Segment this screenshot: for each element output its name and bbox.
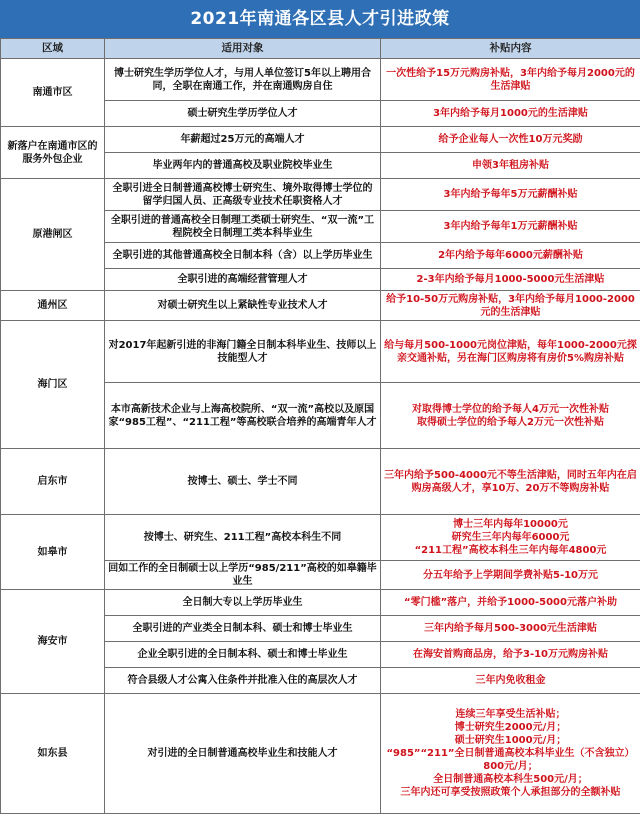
region-cell: 如皋市 xyxy=(1,515,105,590)
region-cell: 原港闸区 xyxy=(1,179,105,291)
subsidy-cell xyxy=(381,127,640,153)
table-row xyxy=(1,179,640,211)
target-cell: 对2017年起新引进的非海门籍全日制本科毕业生、技师以上技能型人才 xyxy=(105,321,381,383)
subsidy-cell xyxy=(381,590,640,616)
subsidy-cell xyxy=(381,515,640,561)
subsidy-line: 博士研究生2000元/月； xyxy=(454,722,567,733)
table-row xyxy=(1,59,640,101)
subsidy-cell xyxy=(381,211,640,243)
region-cell: 海门区 xyxy=(1,321,105,449)
target-cell: 硕士研究生学历学位人才 xyxy=(105,101,381,127)
subsidy-line: “985”“211”全日制普通高校本科毕业生（不含独立）800元/月； xyxy=(386,748,635,772)
subsidy-cell xyxy=(381,642,640,668)
subsidy-line: 三年内给予500-4000元不等生活津贴，同时五年内在启购房高级人才，享10万、20万不等购房补贴 xyxy=(384,469,637,494)
subsidy-line: 2年内给予每年6000元薪酬补贴 xyxy=(438,250,583,261)
subsidy-cell xyxy=(381,269,640,291)
table-row xyxy=(1,291,640,321)
target-cell: 全职引进的产业类全日制本科、硕士和博士毕业生 xyxy=(105,616,381,642)
subsidy-line: 硕士研究生1000元/月； xyxy=(454,735,567,746)
table-row xyxy=(1,321,640,383)
subsidy-cell xyxy=(381,694,640,814)
region-cell: 海安市 xyxy=(1,590,105,694)
subsidy-cell xyxy=(381,616,640,642)
table-body xyxy=(1,59,640,814)
table-row xyxy=(1,590,640,616)
subsidy-cell xyxy=(381,668,640,694)
target-cell: 符合县级人才公寓入住条件并批准入住的高层次人才 xyxy=(105,668,381,694)
subsidy-line: 3年内给予每月1000元的生活津贴 xyxy=(433,108,588,119)
subsidy-line: 三年内免收租金 xyxy=(475,675,546,686)
subsidy-line: 研究生三年内每年6000元 xyxy=(451,532,570,543)
target-cell: 企业全职引进的全日制本科、硕士和博士毕业生 xyxy=(105,642,381,668)
header-target: 适用对象 xyxy=(105,39,381,59)
table-row xyxy=(1,449,640,515)
subsidy-cell xyxy=(381,449,640,515)
subsidy-cell xyxy=(381,153,640,179)
subsidy-line: 3年内给予每年5万元薪酬补贴 xyxy=(443,189,578,200)
subsidy-line: 博士三年内每年10000元 xyxy=(453,519,568,530)
subsidy-cell xyxy=(381,59,640,101)
region-cell: 南通市区 xyxy=(1,59,105,127)
region-cell: 如东县 xyxy=(1,694,105,814)
subsidy-line: 连续三年享受生活补贴； xyxy=(455,709,566,720)
header-region: 区域 xyxy=(1,39,105,59)
subsidy-cell xyxy=(381,321,640,383)
subsidy-line: 取得硕士学位的给予每人2万元一次性补贴 xyxy=(417,416,604,428)
subsidy-line: 分五年给予上学期间学费补贴5-10万元 xyxy=(422,569,599,581)
subsidy-line: 2-3年内给予每月1000-5000元生活津贴 xyxy=(416,274,605,285)
target-cell: 按博士、研究生、211工程”高校本科生不同 xyxy=(105,515,381,561)
subsidy-line: “零门槛”落户，并给予1000-5000元落户补助 xyxy=(404,597,617,608)
subsidy-line: 在海安首购商品房，给予3-10万元购房补贴 xyxy=(412,649,609,660)
target-cell: 按博士、硕士、学士不同 xyxy=(105,449,381,515)
policy-table xyxy=(0,38,640,814)
target-cell: 全职引进的普通高校全日制理工类硕士研究生、“双一流”工程院校全日制理工类本科毕业生 xyxy=(105,211,381,243)
target-cell: 本市高新技术企业与上海高校院所、“双一流”高校以及原国家“985工程”、“211工程”等高校联合培养的高端青年人才 xyxy=(105,383,381,449)
subsidy-line: 三年内给予每月500-3000元生活津贴 xyxy=(424,623,597,634)
subsidy-cell xyxy=(381,243,640,269)
target-cell: 全职引进全日制普通高校博士研究生、境外取得博士学位的留学归国人员、正高级专业技术任职资格人才 xyxy=(105,179,381,211)
region-cell: 启东市 xyxy=(1,449,105,515)
header-subsidy: 补贴内容 xyxy=(381,39,640,59)
subsidy-line: “211工程”高校本科生三年内每年4800元 xyxy=(414,545,607,556)
subsidy-cell xyxy=(381,101,640,127)
subsidy-line: 给与每月500-1000元岗位津贴，每年1000-2000元探亲交通补贴，另在海门区购房将有房价5%购房补贴 xyxy=(384,339,637,364)
target-cell: 年薪超过25万元的高端人才 xyxy=(105,127,381,153)
target-cell: 全职引进的其他普通高校全日制本科（含）以上学历毕业生 xyxy=(105,243,381,269)
subsidy-line: 三年内还可享受按照政策个人承担部分的全额补贴 xyxy=(400,787,621,798)
subsidy-cell xyxy=(381,383,640,449)
target-cell: 毕业两年内的普通高校及职业院校毕业生 xyxy=(105,153,381,179)
table-header-row xyxy=(1,39,640,59)
table-row xyxy=(1,515,640,561)
region-cell: 新落户在南通市区的服务外包企业 xyxy=(1,127,105,179)
subsidy-cell xyxy=(381,179,640,211)
target-cell: 对硕士研究生以上紧缺性专业技术人才 xyxy=(105,291,381,321)
subsidy-line: 全日制普通高校本科生500元/月； xyxy=(433,774,588,785)
target-cell: 全职引进的高端经营管理人才 xyxy=(105,269,381,291)
subsidy-line: 给予10-50万元购房补贴，3年内给予每月1000-2000元的生活津贴 xyxy=(386,293,635,318)
subsidy-line: 对取得博士学位的给予每人4万元一次性补贴 xyxy=(412,403,609,415)
subsidy-line: 一次性给予15万元购房补贴，3年内给予每月2000元的生活津贴 xyxy=(386,67,635,92)
subsidy-line: 给予企业每人一次性10万元奖励 xyxy=(438,134,583,145)
subsidy-cell xyxy=(381,561,640,590)
target-cell: 博士研究生学历学位人才，与用人单位签订5年以上聘用合同，全职在南通工作，并在南通购房自住 xyxy=(105,59,381,101)
target-cell: 对引进的全日制普通高校毕业生和技能人才 xyxy=(105,694,381,814)
table-row xyxy=(1,694,640,814)
target-cell: 全日制大专以上学历毕业生 xyxy=(105,590,381,616)
table-row xyxy=(1,127,640,153)
subsidy-line: 3年内给予每年1万元薪酬补贴 xyxy=(443,221,578,232)
target-cell: 回如工作的全日制硕士以上学历“985/211”高校的如皋籍毕业生 xyxy=(105,561,381,590)
subsidy-line: 申领3年租房补贴 xyxy=(472,160,549,171)
page-title: 2021年南通各区县人才引进政策 xyxy=(0,0,640,38)
region-cell: 通州区 xyxy=(1,291,105,321)
subsidy-cell xyxy=(381,291,640,321)
